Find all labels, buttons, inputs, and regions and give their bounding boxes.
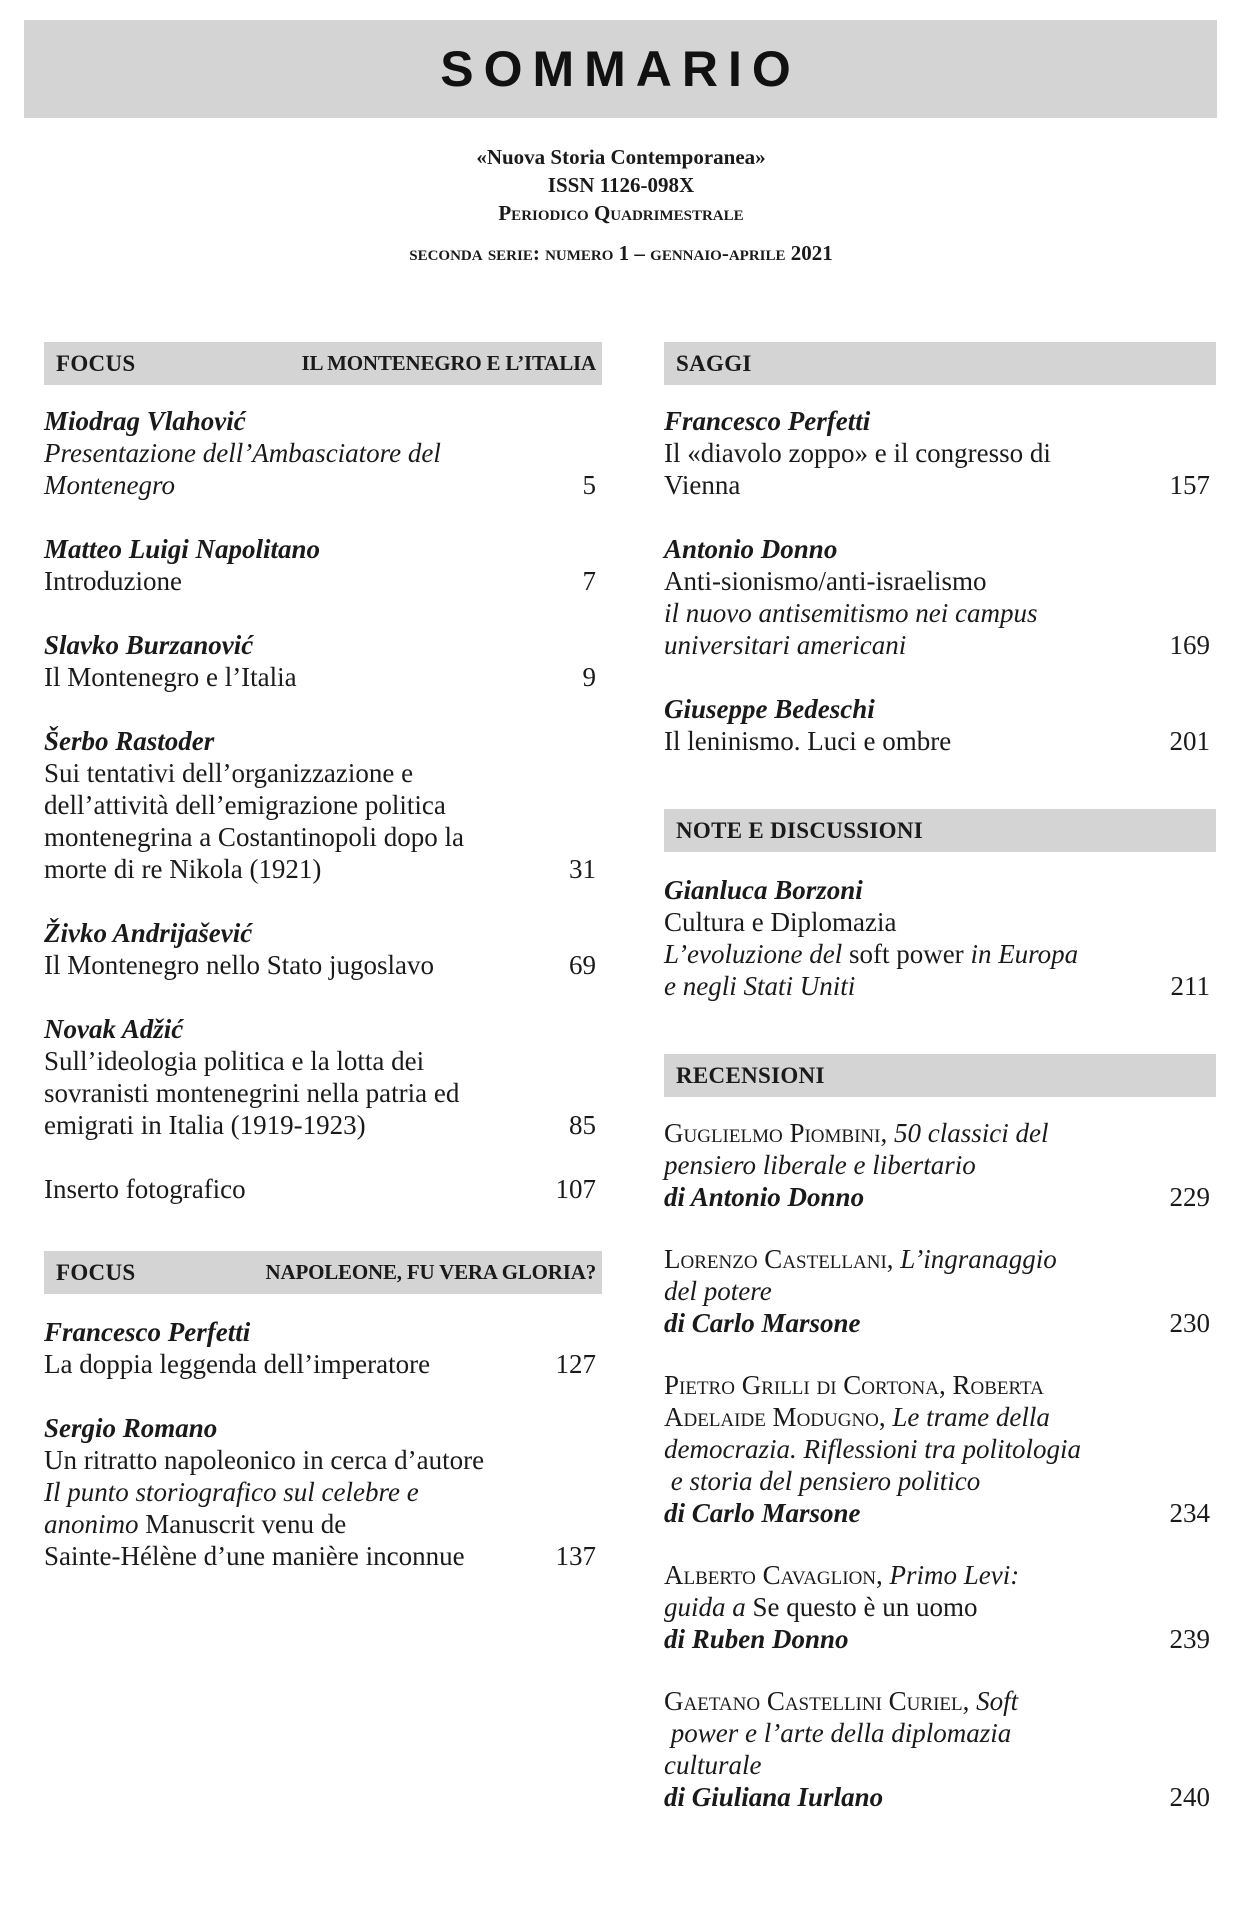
page-number: 240 bbox=[1169, 1782, 1210, 1812]
entry-subtitle: Sainte-Hélène d’une manière inconnue bbox=[44, 1541, 465, 1571]
separator: , bbox=[886, 1244, 901, 1274]
entry-title: Sull’ideologia politica e la lotta dei bbox=[44, 1046, 425, 1076]
reviewed-author: Adelaide Modugno bbox=[664, 1402, 879, 1432]
entry-author: Francesco Perfetti bbox=[664, 406, 871, 436]
issn: ISSN 1126-098X bbox=[547, 173, 695, 197]
page-number: 69 bbox=[569, 950, 596, 980]
section-label: RECENSIONI bbox=[676, 1062, 825, 1088]
page-number: 127 bbox=[555, 1349, 596, 1379]
entry-subtitle: Il punto storiografico sul celebre e bbox=[44, 1477, 419, 1507]
separator: , bbox=[962, 1686, 977, 1716]
reviewed-title-roman: Se questo è un uomo bbox=[745, 1592, 978, 1622]
entry-title: Sui tentativi dell’organizzazione e bbox=[44, 758, 414, 788]
reviewer: di Ruben Donno bbox=[664, 1624, 849, 1654]
entry-title: dell’attività dell’emigrazione politica bbox=[44, 790, 446, 820]
periodicity: Periodico Quadrimestrale bbox=[498, 201, 744, 225]
reviewed-author: Guglielmo Piombini bbox=[664, 1118, 881, 1148]
entry-author: Gianluca Borzoni bbox=[664, 875, 863, 905]
entry-title: Il «diavolo zoppo» e il congresso di bbox=[664, 438, 1051, 468]
reviewed-author: Gaetano Castellini Curiel bbox=[664, 1686, 963, 1716]
page-number: 201 bbox=[1169, 726, 1210, 756]
journal-name: «Nuova Storia Contemporanea» bbox=[476, 145, 766, 169]
page-number: 7 bbox=[582, 566, 596, 596]
page-number: 107 bbox=[555, 1174, 596, 1204]
toc-entry[interactable] bbox=[44, 1412, 602, 1572]
section-label: FOCUS bbox=[56, 1259, 136, 1285]
entry-subtitle: e negli Stati Uniti bbox=[664, 971, 856, 1001]
reviewed-author: Alberto Cavaglion bbox=[664, 1560, 877, 1590]
toc-entry[interactable] bbox=[44, 533, 602, 597]
entry-title: Il Montenegro e l’Italia bbox=[44, 662, 297, 692]
toc-entry[interactable] bbox=[44, 405, 602, 501]
entry-subtitle-italic: anonimo bbox=[44, 1509, 139, 1539]
review-entry[interactable] bbox=[664, 1369, 1216, 1529]
entry-author: Giuseppe Bedeschi bbox=[664, 694, 875, 724]
masthead bbox=[0, 143, 1242, 267]
entry-subtitle: universitari americani bbox=[664, 630, 907, 660]
section-header-focus-montenegro bbox=[44, 342, 602, 385]
section-label: SAGGI bbox=[676, 350, 752, 376]
reviewed-author: Roberta bbox=[952, 1370, 1044, 1400]
reviewer: di Carlo Marsone bbox=[664, 1498, 861, 1528]
reviewed-title: guida a bbox=[664, 1592, 746, 1622]
toc-entry[interactable] bbox=[664, 533, 1216, 661]
entry-subtitle-italic: in Europa bbox=[970, 939, 1079, 969]
entry-author: Miodrag Vlahović bbox=[44, 406, 246, 436]
entry-title: Il leninismo. Luci e ombre bbox=[664, 726, 952, 756]
reviewed-author: Lorenzo Castellani bbox=[664, 1244, 887, 1274]
entry-title: Un ritratto napoleonico in cerca d’autore bbox=[44, 1445, 485, 1475]
entry-title: Montenegro bbox=[44, 470, 175, 500]
section-subtitle: NAPOLEONE, FU VERA GLORIA? bbox=[265, 1260, 596, 1284]
reviewed-title: del potere bbox=[664, 1276, 772, 1306]
page-number: 211 bbox=[1170, 971, 1210, 1001]
page-number: 230 bbox=[1169, 1308, 1210, 1338]
entry-title: Il Montenegro nello Stato jugoslavo bbox=[44, 950, 434, 980]
page-number: 5 bbox=[582, 470, 596, 500]
toc-entry[interactable] bbox=[44, 629, 602, 693]
entry-subtitle-line bbox=[664, 938, 1136, 970]
entry-title: Presentazione dell’Ambasciatore del bbox=[44, 438, 441, 468]
page-number: 169 bbox=[1169, 630, 1210, 660]
toc-entry[interactable] bbox=[664, 693, 1216, 757]
entry-title: Vienna bbox=[664, 470, 741, 500]
section-header-note bbox=[664, 809, 1216, 852]
entry-author: Živko Andrijašević bbox=[44, 918, 253, 948]
review-entry[interactable] bbox=[664, 1685, 1216, 1813]
entry-author: Sergio Romano bbox=[44, 1413, 218, 1443]
reviewed-title: Primo Levi: bbox=[889, 1560, 1020, 1590]
section-label: FOCUS bbox=[56, 350, 136, 376]
section-header-recensioni bbox=[664, 1054, 1216, 1097]
page-number: 229 bbox=[1169, 1182, 1210, 1212]
reviewed-title: 50 classici del bbox=[893, 1118, 1049, 1148]
entry-title: sovranisti montenegrini nella patria ed bbox=[44, 1078, 460, 1108]
reviewer: di Carlo Marsone bbox=[664, 1308, 861, 1338]
reviewed-title: democrazia. Riflessioni tra politologia bbox=[664, 1434, 1081, 1464]
toc-entry[interactable] bbox=[44, 725, 602, 885]
section-header-focus-napoleone bbox=[44, 1251, 602, 1294]
entry-title: Inserto fotografico bbox=[44, 1174, 246, 1204]
entry-author: Šerbo Rastoder bbox=[44, 726, 215, 756]
issue-info: seconda serie: numero 1 – gennaio-aprile 2021 bbox=[409, 241, 833, 265]
entry-title: montenegrina a Costantinopoli dopo la bbox=[44, 822, 464, 852]
section-subtitle: IL MONTENEGRO E L’ITALIA bbox=[301, 351, 596, 375]
entry-subtitle-italic: L’evoluzione del bbox=[664, 939, 843, 969]
reviewed-author: Pietro Grilli di Cortona bbox=[664, 1370, 939, 1400]
toc-entry[interactable] bbox=[44, 1316, 602, 1380]
review-entry[interactable] bbox=[664, 1243, 1216, 1339]
entry-author: Matteo Luigi Napolitano bbox=[44, 534, 321, 564]
review-entry[interactable] bbox=[664, 1559, 1216, 1655]
right-column bbox=[664, 342, 1216, 1813]
section-header-saggi bbox=[664, 342, 1216, 385]
reviewed-title: pensiero liberale e libertario bbox=[664, 1150, 976, 1180]
entry-subtitle: il nuovo antisemitismo nei campus bbox=[664, 598, 1038, 628]
entry-title: Cultura e Diplomazia bbox=[664, 907, 897, 937]
page-number: 85 bbox=[569, 1110, 596, 1140]
separator: , bbox=[876, 1560, 890, 1590]
reviewer: di Antonio Donno bbox=[664, 1182, 865, 1212]
entry-author: Slavko Burzanović bbox=[44, 630, 254, 660]
entry-title: morte di re Nikola (1921) bbox=[44, 854, 322, 884]
title-banner bbox=[24, 20, 1217, 118]
page-number: 239 bbox=[1169, 1624, 1210, 1654]
entry-author: Antonio Donno bbox=[664, 534, 838, 564]
reviewed-title: culturale bbox=[664, 1750, 762, 1780]
entry-title: La doppia leggenda dell’imperatore bbox=[44, 1349, 431, 1379]
entry-subtitle-line bbox=[44, 1508, 522, 1540]
page-number: 31 bbox=[569, 854, 596, 884]
page-number: 137 bbox=[555, 1541, 596, 1571]
entry-title: Introduzione bbox=[44, 566, 182, 596]
entry-author: Novak Adžić bbox=[44, 1014, 184, 1044]
reviewed-title: L’ingranaggio bbox=[900, 1244, 1057, 1274]
toc-entry[interactable] bbox=[44, 1013, 602, 1141]
left-column bbox=[44, 342, 602, 1572]
reviewer: di Giuliana Iurlano bbox=[664, 1782, 884, 1812]
toc-entry[interactable] bbox=[44, 917, 602, 981]
page-title: SOMMARIO bbox=[440, 41, 801, 97]
reviewed-title: Soft bbox=[976, 1686, 1019, 1716]
page-number: 9 bbox=[582, 662, 596, 692]
review-entry[interactable] bbox=[664, 1117, 1216, 1213]
separator: , bbox=[880, 1118, 894, 1148]
entry-author: Francesco Perfetti bbox=[44, 1317, 251, 1347]
entry-title: emigrati in Italia (1919-1923) bbox=[44, 1110, 366, 1140]
section-label: NOTE E DISCUSSIONI bbox=[676, 817, 923, 843]
toc-entry[interactable] bbox=[44, 1173, 602, 1205]
entry-subtitle-roman: Manuscrit venu de bbox=[138, 1509, 347, 1539]
entry-title: Anti-sionismo/anti-israelismo bbox=[664, 566, 987, 596]
reviewed-title: power e l’arte della diplomazia bbox=[664, 1718, 1012, 1748]
reviewed-title: Le trame della bbox=[892, 1402, 1050, 1432]
toc-entry[interactable] bbox=[664, 874, 1216, 1002]
page-number: 234 bbox=[1169, 1498, 1210, 1528]
separator: , bbox=[878, 1402, 893, 1432]
toc-entry[interactable] bbox=[664, 405, 1216, 501]
entry-subtitle-roman: soft power bbox=[842, 939, 971, 969]
separator: , bbox=[938, 1370, 953, 1400]
page-number: 157 bbox=[1169, 470, 1210, 500]
reviewed-title: e storia del pensiero politico bbox=[664, 1466, 981, 1496]
